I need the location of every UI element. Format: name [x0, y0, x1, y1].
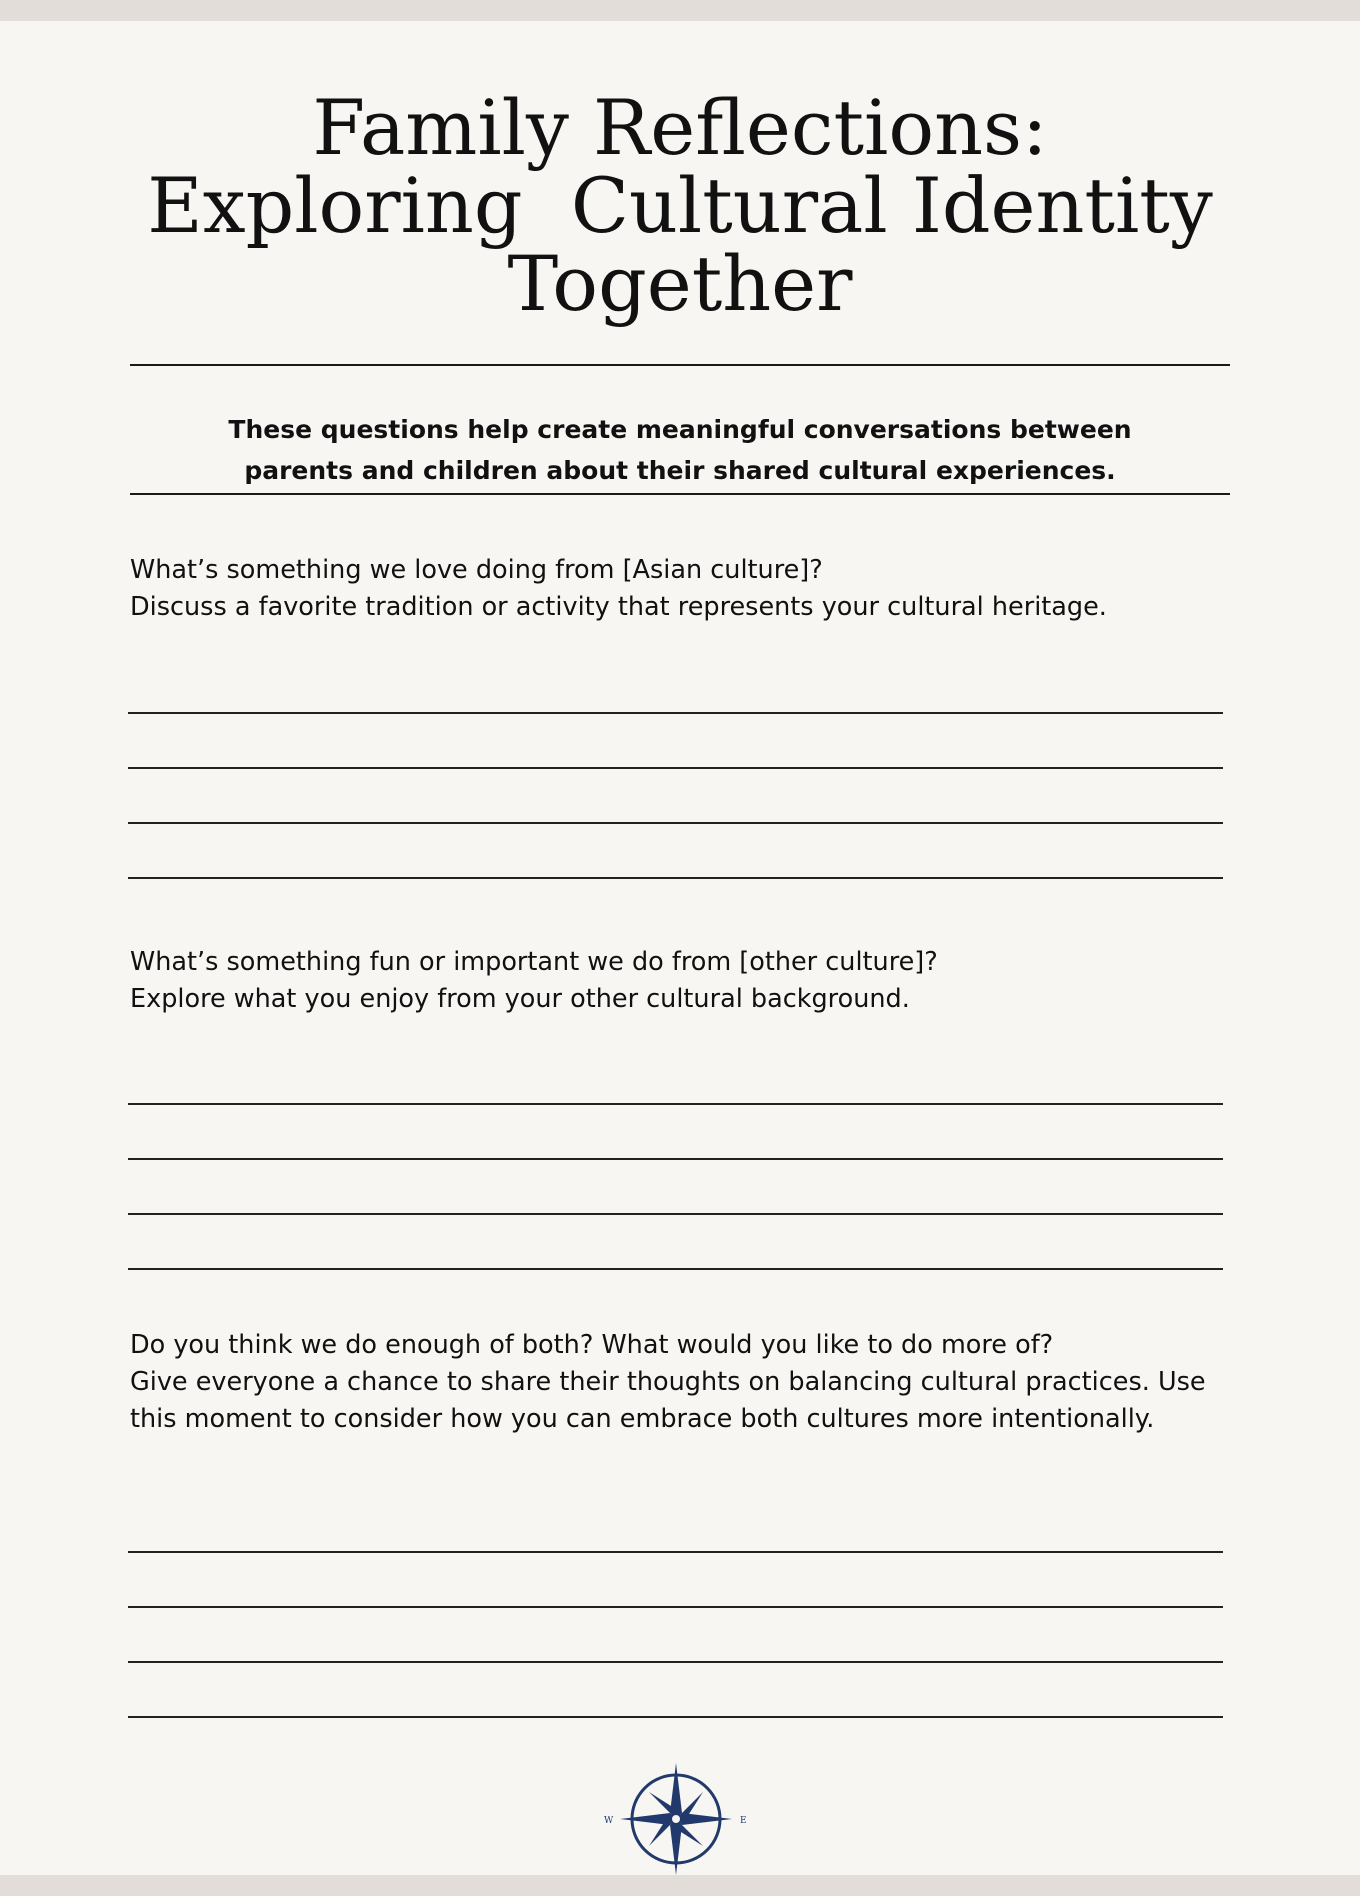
answer-line[interactable]: [128, 1551, 1223, 1553]
question-3: [130, 1327, 1235, 1438]
compass-west-label: W: [604, 1816, 614, 1826]
answer-line[interactable]: [128, 822, 1223, 824]
intro-text: [130, 409, 1230, 491]
compass-point-w: [620, 1813, 670, 1825]
compass-center: [671, 1814, 681, 1824]
question-2: [130, 944, 1240, 1018]
page-title: [0, 83, 1360, 328]
intro-line-2: parents and children about their shared cultural experiences.: [244, 456, 1116, 485]
title-line-1: Family Reflections:: [312, 83, 1048, 172]
compass-graphic: [604, 1763, 747, 1875]
answer-line[interactable]: [128, 1661, 1223, 1663]
compass-point-e: [682, 1813, 732, 1825]
question-1: [130, 552, 1240, 626]
answer-line[interactable]: [128, 1716, 1223, 1718]
bottom-divider: [130, 493, 1230, 495]
top-divider: [130, 364, 1230, 366]
answer-line[interactable]: [128, 1103, 1223, 1105]
compass-rose-icon: [596, 1763, 756, 1883]
compass-point-n: [670, 1763, 682, 1813]
compass-east-label: E: [740, 1816, 747, 1826]
intro-line-1: These questions help create meaningful conversations between: [228, 415, 1132, 444]
answer-line[interactable]: [128, 1158, 1223, 1160]
question-2-prompt: What’s something fun or important we do from [other culture]?: [130, 947, 938, 977]
question-3-detail: Give everyone a chance to share their thoughts on balancing cultural practices. Use this moment to consider how you can embrace both cultures more intentionally.: [130, 1367, 1206, 1434]
question-1-detail: Discuss a favorite tradition or activity that represents your cultural heritage.: [130, 592, 1107, 622]
title-line-2: Exploring Cultural Identity: [147, 161, 1213, 250]
worksheet-page: [0, 21, 1360, 1875]
answer-line[interactable]: [128, 1213, 1223, 1215]
answer-line[interactable]: [128, 712, 1223, 714]
answer-line[interactable]: [128, 877, 1223, 879]
answer-line[interactable]: [128, 1268, 1223, 1270]
question-2-detail: Explore what you enjoy from your other cultural background.: [130, 984, 910, 1014]
compass-point-s: [670, 1825, 682, 1875]
title-line-3: Together: [507, 239, 853, 328]
question-1-prompt: What’s something we love doing from [Asian culture]?: [130, 555, 823, 585]
question-3-prompt: Do you think we do enough of both? What would you like to do more of?: [130, 1330, 1054, 1360]
answer-line[interactable]: [128, 1606, 1223, 1608]
answer-line[interactable]: [128, 767, 1223, 769]
